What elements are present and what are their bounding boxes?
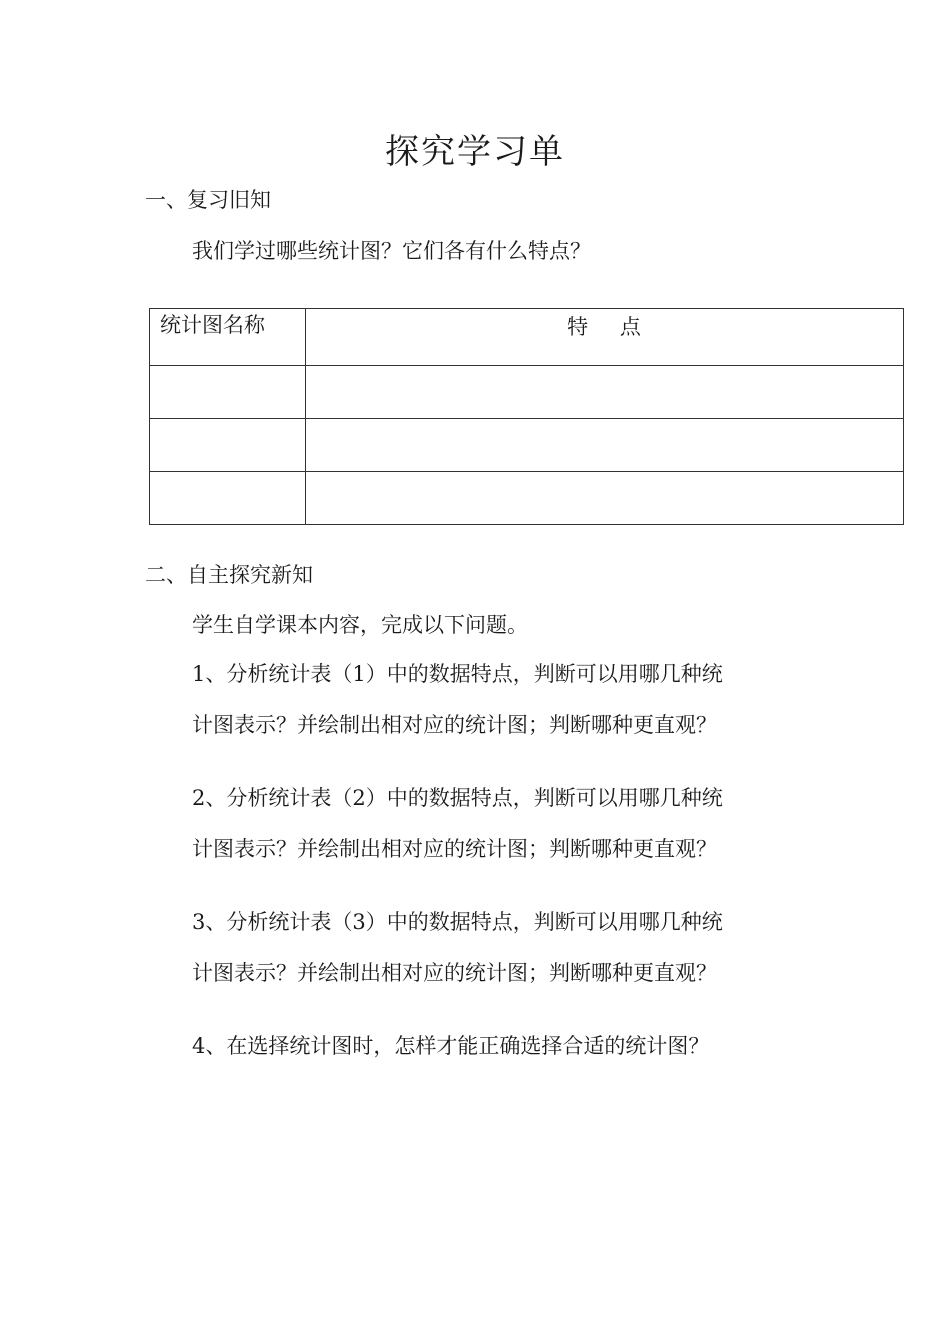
page-title: 探究学习单	[385, 132, 565, 172]
table-cell-chart-name[interactable]	[150, 419, 306, 472]
table-cell-features[interactable]	[306, 419, 904, 472]
table-row	[150, 366, 904, 419]
chart-type-table	[149, 308, 904, 525]
section-heading-explore: 二、自主探究新知	[145, 563, 313, 587]
table-row	[150, 472, 904, 525]
table-header-row	[150, 309, 904, 366]
question-2-line-1: 2、分析统计表（2）中的数据特点，判断可以用哪几种统	[192, 786, 723, 810]
header-chart-name: 统计图名称	[150, 309, 306, 366]
header-features-label: 特 点	[567, 315, 642, 339]
table-cell-features[interactable]	[306, 366, 904, 419]
question-2-line-2: 计图表示？并绘制出相对应的统计图；判断哪种更直观？	[192, 837, 717, 861]
table-cell-features[interactable]	[306, 472, 904, 525]
header-features	[306, 309, 904, 366]
question-1-line-2: 计图表示？并绘制出相对应的统计图；判断哪种更直观？	[192, 713, 717, 737]
review-question: 我们学过哪些统计图？它们各有什么特点？	[192, 239, 591, 263]
table-cell-chart-name[interactable]	[150, 366, 306, 419]
question-3-line-1: 3、分析统计表（3）中的数据特点，判断可以用哪几种统	[192, 910, 723, 934]
section-heading-review: 一、复习旧知	[145, 188, 271, 212]
question-1-line-1: 1、分析统计表（1）中的数据特点，判断可以用哪几种统	[192, 662, 723, 686]
explore-intro: 学生自学课本内容，完成以下问题。	[192, 613, 528, 637]
question-3-line-2: 计图表示？并绘制出相对应的统计图；判断哪种更直观？	[192, 961, 717, 985]
table-row	[150, 419, 904, 472]
table-cell-chart-name[interactable]	[150, 472, 306, 525]
question-4: 4、在选择统计图时，怎样才能正确选择合适的统计图？	[192, 1034, 710, 1058]
